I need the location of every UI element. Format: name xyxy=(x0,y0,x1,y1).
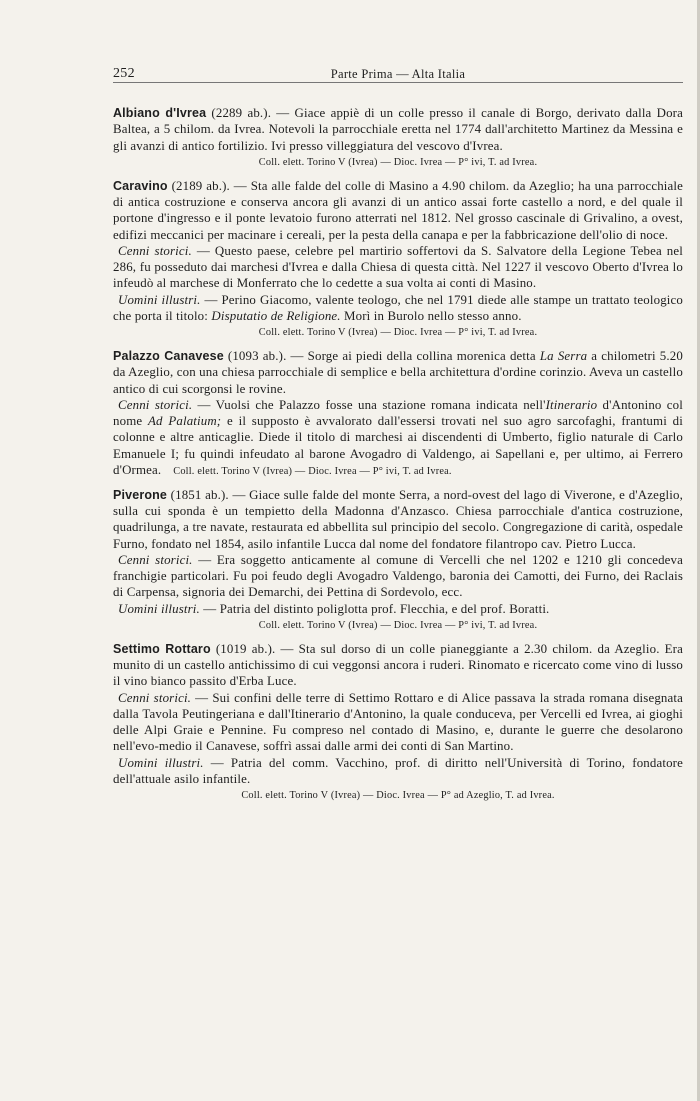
notable-people-label: Uomini illustri. xyxy=(118,292,201,307)
history-text: — Questo paese, celebre pel martirio soffertovi da S. Salvatore della Legione Tebea nel 286, fu posseduto dai marchesi d'Ivrea e dalla Chiesa di questa città. Nel 1227 il vescovo Oberto d'Ivrea lo infeudò al marchese di Monferrato che lo cedette a sua volta ai conti di Masino. xyxy=(113,243,684,291)
station-name: Ad Palatium; xyxy=(147,414,222,428)
history-paragraph xyxy=(113,690,683,755)
history-text-mid: d'Antonino col nome xyxy=(113,397,683,428)
entry-settimo-rottaro xyxy=(113,641,683,803)
notable-people-paragraph xyxy=(113,292,683,325)
notable-people-text: — Perino Giacomo, valente teologo, che nel 1791 diede alle stampe un trattato teologico che porta il titolo: xyxy=(113,292,683,323)
admin-note: Coll. elett. Torino V (Ivrea) — Dioc. Ivrea — P° ivi, T. ad Ivrea. xyxy=(258,327,538,338)
admin-note: Coll. elett. Torino V (Ivrea) — Dioc. Ivrea — P° ivi, T. ad Ivrea. xyxy=(173,465,452,477)
history-paragraph xyxy=(113,397,683,479)
notable-people-text: — Patria del comm. Vacchino, prof. di diritto nell'Università di Torino, fondatore dell'attuale asilo infantile. xyxy=(113,755,683,786)
running-title: Parte Prima — Alta Italia xyxy=(330,67,466,81)
place-name: Palazzo Canavese xyxy=(113,349,224,363)
history-text-end: e il supposto è avvalorato dall'essersi trovati nel suo agro sarcofaghi, frantumi di colonne e altre anticaglie. Diede il titolo di marchesi ai discendenti di Umberto, figlio naturale di Carlo Emanuele I; fu quindi infeudato al barone Avogadro di Valdengo, ai Sapellani e, per ultimo, ai Ferrero d'Ormea. xyxy=(113,414,683,477)
history-paragraph xyxy=(113,552,683,601)
history-label: Cenni storici. xyxy=(118,243,192,258)
history-label: Cenni storici. xyxy=(118,690,192,705)
place-name: Piverone xyxy=(113,487,168,502)
entry-caravino xyxy=(113,178,683,340)
place-name: Caravino xyxy=(113,178,168,193)
admin-note: Coll. elett. Torino V (Ivrea) — Dioc. Ivrea — P° ivi, T. ad Ivrea. xyxy=(258,619,538,631)
entry-piverone xyxy=(113,487,683,633)
admin-note: Coll. elett. Torino V (Ivrea) — Dioc. Ivrea — P° ad Azeglio, T. ad Ivrea. xyxy=(241,790,555,801)
description-end: a chilometri 5.20 da Azeglio, con una chiesa parrocchiale di semplice e bella architettura d'ordine corinzio. Aveva un castello antico di cui scorgonsi le rovine. xyxy=(113,349,683,396)
place-name: Settimo Rottaro xyxy=(113,641,211,656)
history-text: — Era soggetto anticamente al comune di Vercelli che nel 1202 e 1210 gli concedeva franchigie particolari. Fu poi feudo degli Avogadro Valdengo, baronia dei Camotti, dei Furno, dei Raclais di Carpensa, signoria dei Demarchi, dei Pettina di Sordevolo, ecc. xyxy=(113,552,684,600)
history-label: Cenni storici. xyxy=(118,552,193,567)
entry-albiano xyxy=(113,105,683,170)
history-text: — Vuolsi che Palazzo fosse una stazione romana indicata nell' xyxy=(192,397,546,412)
hill-name: La Serra xyxy=(539,349,588,363)
description: (1851 ab.). — Giace sulle falde del monte Serra, a nord-ovest del lago di Viverone, e d'Azeglio, sulla cui sponda è un tempietto della Madonna d'Anzasco. Chiesa parrocchiale d'antica costruzione, quadrilunga, a tre navate, restaurata ed abbellita sul principio del secolo. Congregazione di carità, ospedale Furno, fondato nel 1854, asilo infantile Lucca dal nome del fondatore filantropo cav. Pietro Lucca. xyxy=(113,487,683,551)
page-number: 252 xyxy=(113,66,135,81)
description: (1093 ab.). — Sorge ai piedi della collina morenica detta xyxy=(223,349,540,363)
notable-people-text: — Patria del distinto poliglotta prof. Flecchia, e del prof. Boratti. xyxy=(199,601,550,616)
entry-body xyxy=(113,487,683,552)
history-text: — Sui confini delle terre di Settimo Rottaro e di Alice passava la strada romana disegnata dalla Tavola Peutingeriana e dall'Itinerario d'Antonino, la quale conduceva, per Vercelli ed Ivrea, ai gioghi delle Alpi Graie e Pennine. Fu compreso nel contado di Masino, e, durante le guerre che desolarono nell'evo-medio il Canavese, soffrì assai dalle armi dei conti di San Martino. xyxy=(113,690,683,754)
notable-people-paragraph xyxy=(113,755,683,788)
book-page xyxy=(113,60,683,811)
notable-people-label: Uomini illustri. xyxy=(118,755,204,770)
description: (1019 ab.). — Sta sul dorso di un colle pianeggiante a 2.30 chilom. da Azeglio. Era munito di un castello antichissimo di cui veggonsi ancora i ruderi. Rinomato e ricercato come vino di lusso il vino bianco passito d'Erba Luce. xyxy=(113,641,684,689)
history-label: Cenni storici. xyxy=(118,397,193,412)
notable-people-paragraph xyxy=(113,601,683,617)
description: (2189 ab.). — Sta alle falde del colle di Masino a 4.90 chilom. da Azeglio; ha una parrocchiale di antica costruzione e conserva ancora gli avanzi di un antico assai forte castello a nord, e del quale il portone d'ingresso e il ponte levatoio furono atterrati nel 1812. Nel grosso cascinale di Grivalino, a ovest, edifizi meccanici per macinare i cereali, per la pesta della canapa e per la fabbricazione dell'olio di noce. xyxy=(113,178,683,242)
page-header xyxy=(113,60,683,83)
place-name: Albiano d'Ivrea xyxy=(113,106,207,120)
entry-body xyxy=(113,178,683,243)
entry-body xyxy=(113,105,683,154)
itinerary-title: Itinerario xyxy=(545,397,598,412)
entry-palazzo-canavese xyxy=(113,348,683,479)
entry-body xyxy=(113,348,683,397)
notable-people-label: Uomini illustri. xyxy=(118,601,200,616)
admin-note: Coll. elett. Torino V (Ivrea) — Dioc. Ivrea — P° ivi, T. ad Ivrea. xyxy=(258,156,538,168)
notable-people-text-end: Morì in Burolo nello stesso anno. xyxy=(340,308,522,323)
description: (2289 ab.). — Giace appiè di un colle presso il canale di Borgo, derivato dalla Dora Baltea, a 5 chilom. da Ivrea. Notevoli la parrocchiale eretta nel 1774 dall'architetto Martinez da Messina e gli avanzi di antico fortilizio. Ivi presso villeggiatura del vescovo d'Ivrea. xyxy=(113,106,684,153)
book-title: Disputatio de Religione. xyxy=(211,308,341,323)
history-paragraph xyxy=(113,243,683,292)
entry-body xyxy=(113,641,683,690)
gazetteer-entries xyxy=(113,105,683,803)
